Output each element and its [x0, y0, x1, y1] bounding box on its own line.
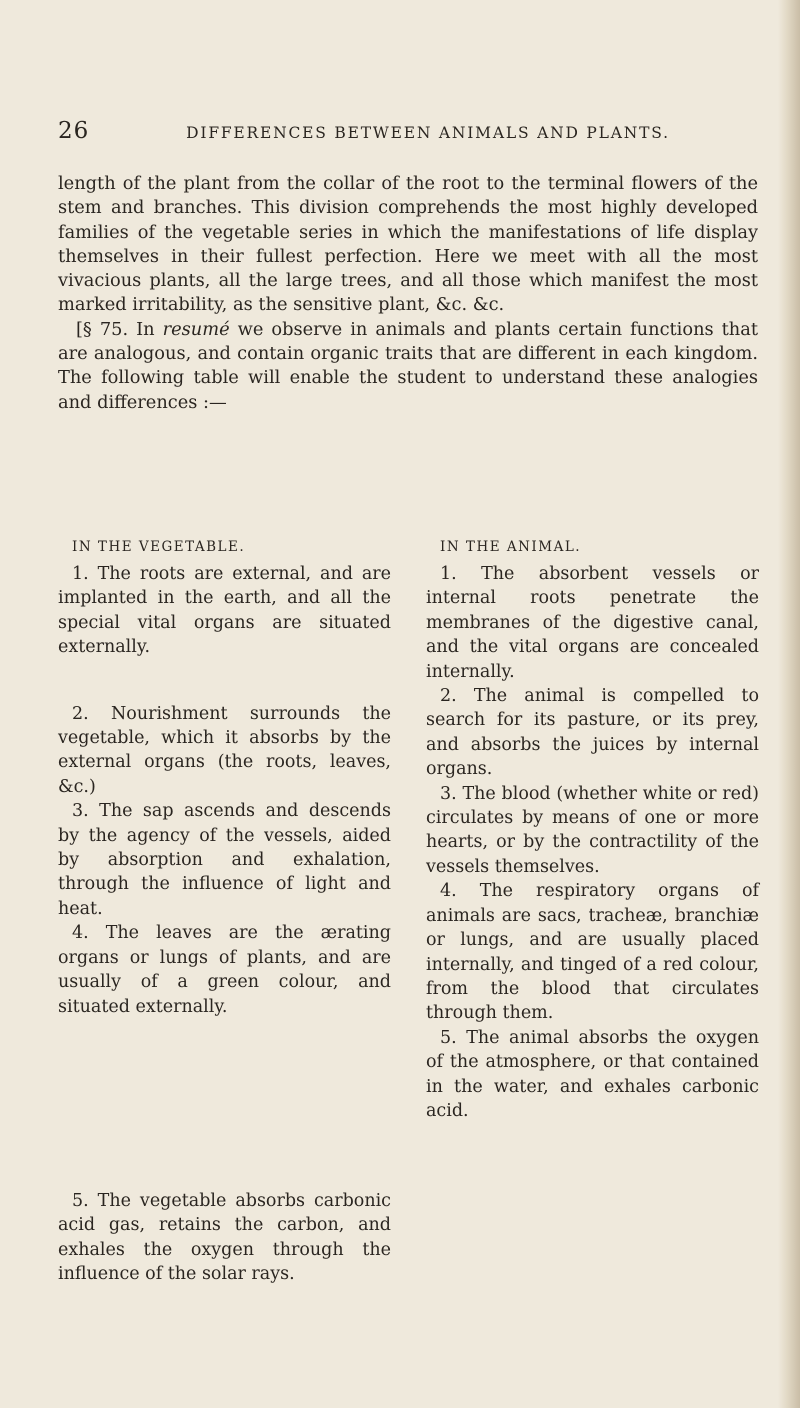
- italic-term: resumé: [162, 318, 230, 340]
- vegetable-column: [58, 538, 391, 1287]
- animal-column: [426, 538, 759, 1123]
- page-edge-shadow: [778, 0, 800, 1408]
- vegetable-item: 2. Nourishment surrounds the vegetable, which it absorbs by the external organs (the roots, leaves, &c.): [58, 703, 391, 797]
- vegetable-heading: IN THE VEGETABLE.: [72, 539, 246, 555]
- animal-item: 3. The blood (whether white or red) circulates by means of one or more hearts, or by the contractility of the vessels themselves.: [426, 783, 759, 877]
- page-number: 26: [58, 118, 90, 144]
- page-header: [58, 118, 758, 150]
- animal-item: 4. The respiratory organs of animals are sacs, tracheæ, branchiæ or lungs, and are usually placed internally, and tinged of a red colour, from the blood that circulates through them.: [426, 881, 759, 1024]
- intro-paragraph: length of the plant from the collar of the root to the terminal flowers of the stem and branches. This division comprehends the most highly developed families of the vegetable series in which the manifestations of life display themselves in their fullest perfection. Here we meet with all the most vivacious plants, all the large trees, and all those which manifest the most marked irritability, as the sensitive plant, &c. &c.: [58, 173, 758, 316]
- animal-heading: IN THE ANIMAL.: [440, 539, 582, 555]
- vegetable-item: 5. The vegetable absorbs carbonic acid gas, retains the carbon, and exhales the oxygen through the influence of the solar rays.: [58, 1190, 391, 1285]
- resume-paragraph: [58, 318, 758, 415]
- animal-item: 1. The absorbent vessels or internal roots penetrate the membranes of the digestive canal, and the vital organs are concealed internally.: [426, 564, 759, 682]
- vegetable-item: 4. The leaves are the ærating organs or lungs of plants, and are usually of a green colour, and situated externally.: [58, 923, 391, 1017]
- intro-text: [58, 172, 758, 415]
- section-marker: [§ 75. In: [76, 318, 155, 340]
- resume-text: we observe in animals and plants certain functions that are analogous, and contain organic traits that are different in each kingdom. The following table will enable the student to understand these analogies and differences :—: [58, 318, 759, 413]
- animal-item: 5. The animal absorbs the oxygen of the atmosphere, or that contained in the water, and exhales carbonic acid.: [426, 1027, 759, 1121]
- vegetable-item: 1. The roots are external, and are implanted in the earth, and all the special vital organs are situated externally.: [58, 564, 391, 658]
- running-head: DIFFERENCES BETWEEN ANIMALS AND PLANTS.: [186, 124, 670, 142]
- vegetable-item: 3. The sap ascends and descends by the agency of the vessels, aided by absorption and exhalation, through the influence of light and heat.: [58, 801, 391, 919]
- animal-item: 2. The animal is compelled to search for its pasture, or its prey, and absorbs the juices by internal organs.: [426, 686, 759, 780]
